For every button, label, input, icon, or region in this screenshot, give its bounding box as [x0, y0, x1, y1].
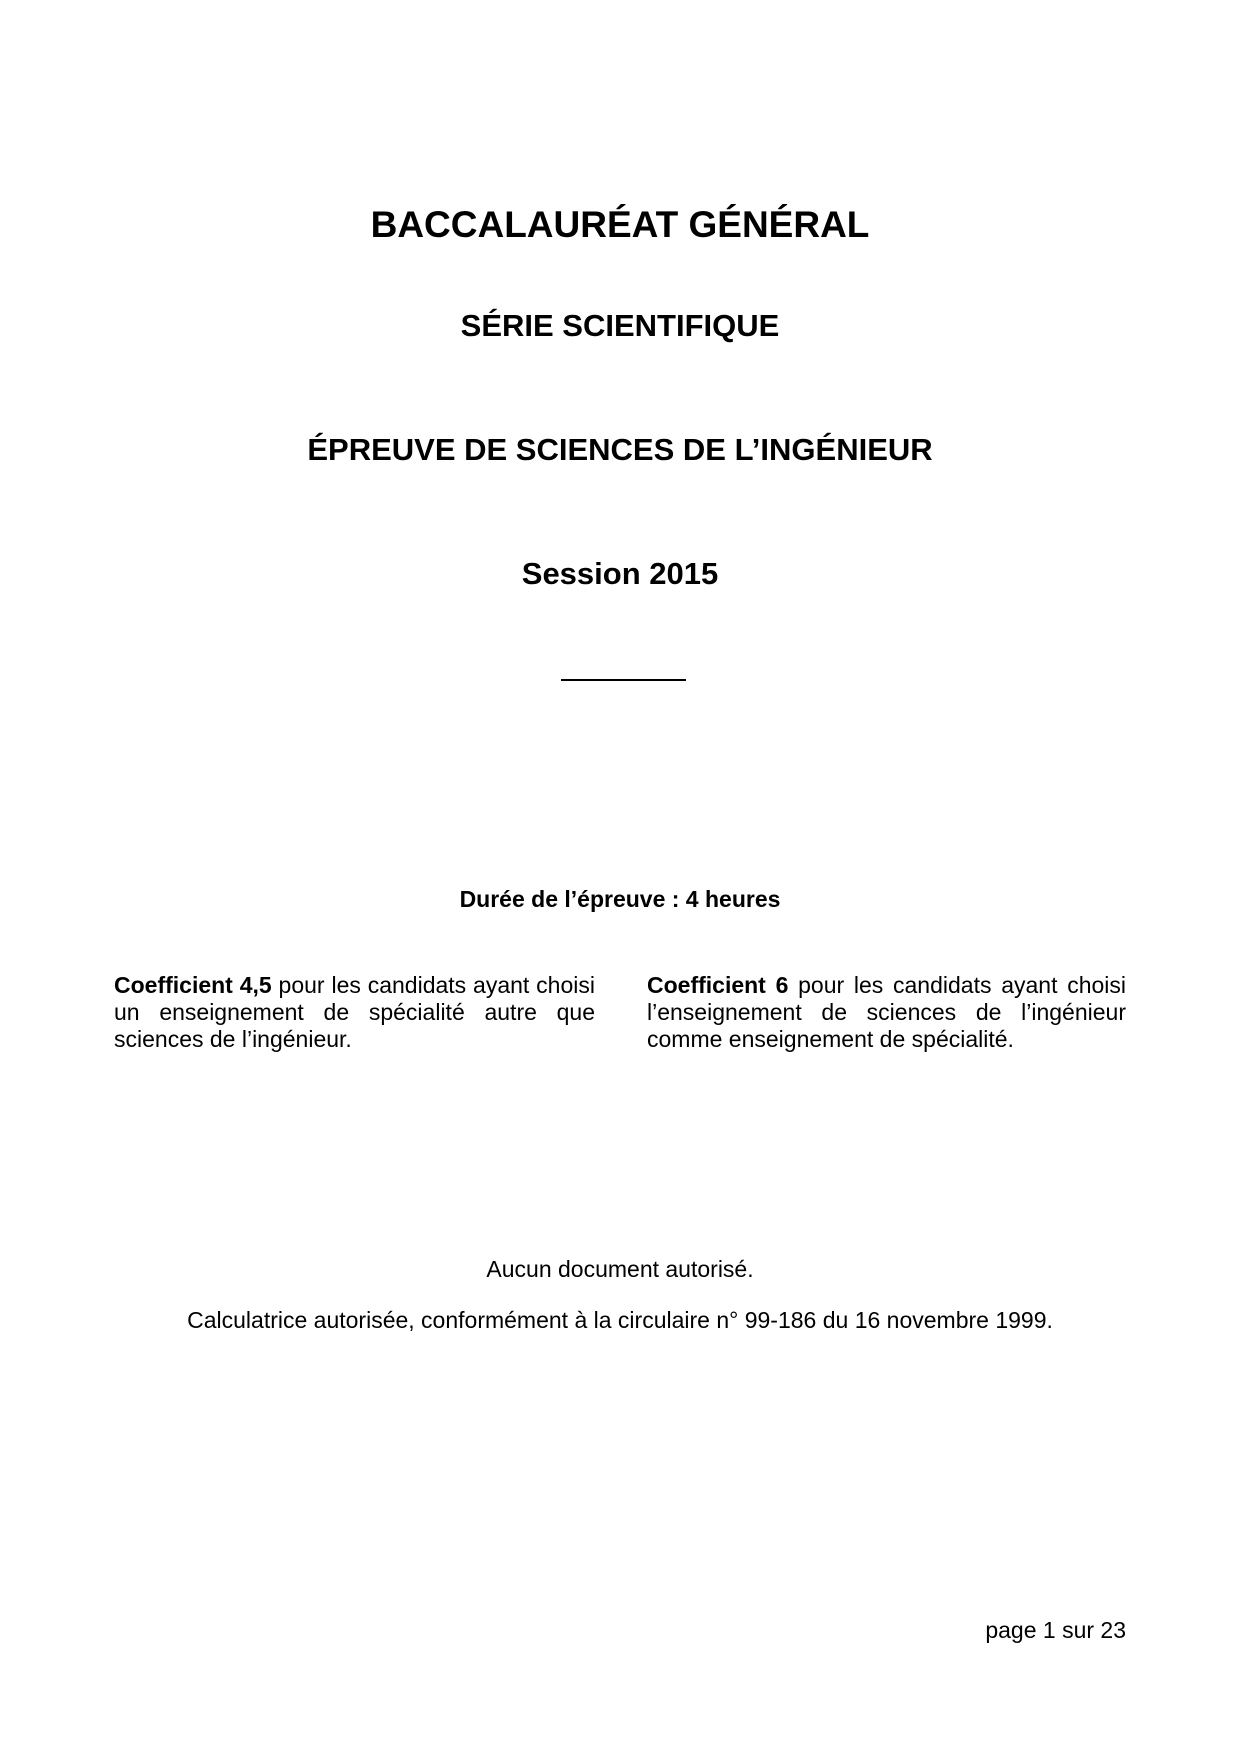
document-title: BACCALAURÉAT GÉNÉRAL [370, 204, 870, 245]
page-number: page 1 sur 23 [985, 1617, 1126, 1643]
series-title: SÉRIE SCIENTIFIQUE [460, 308, 780, 343]
exam-title: ÉPREUVE DE SCIENCES DE L’INGÉNIEUR [307, 432, 933, 467]
coefficient-right-paragraph [647, 972, 1126, 1053]
title-separator [561, 679, 686, 681]
coefficient-right-label: Coefficient 6 [647, 972, 789, 998]
session-title: Session 2015 [521, 556, 719, 591]
coefficient-left-paragraph [114, 972, 595, 1053]
exam-duration: Durée de l’épreuve : 4 heures [459, 886, 781, 912]
coefficient-left-text: pour les candidats ayant choisi un enseignement de spécialité autre que sciences de l’ingénieur. [114, 972, 595, 1052]
documents-notice: Aucun document autorisé. [486, 1256, 754, 1282]
coefficient-left-label: Coefficient 4,5 [114, 972, 272, 998]
coefficient-right-text: pour les candidats ayant choisi l’enseignement de sciences de l’ingénieur comme enseignement de spécialité. [647, 972, 1126, 1052]
calculator-notice: Calculatrice autorisée, conformément à la circulaire n° 99-186 du 16 novembre 1999. [187, 1307, 1053, 1333]
